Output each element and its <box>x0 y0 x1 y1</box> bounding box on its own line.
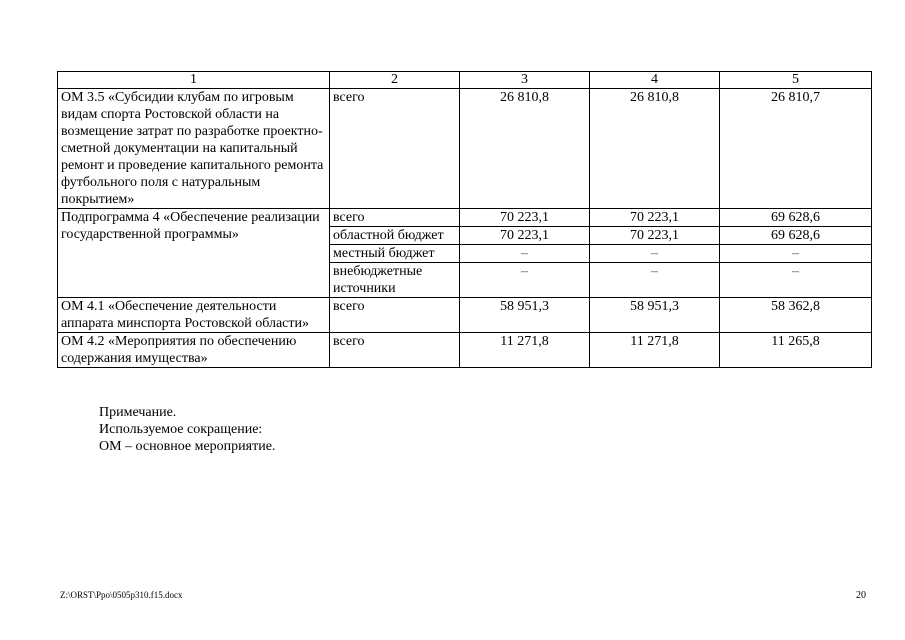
value-col-4: 70 223,1 <box>590 227 720 245</box>
notes-abbreviation-definition: ОМ – основное мероприятие. <box>99 439 276 454</box>
table-row <box>58 89 872 209</box>
value-col-4: 70 223,1 <box>590 209 720 227</box>
notes-abbreviation-heading: Используемое сокращение: <box>99 422 263 437</box>
value-col-4: – <box>590 263 720 298</box>
value-col-4: 26 810,8 <box>590 89 720 209</box>
value-col-4: – <box>590 245 720 263</box>
column-header-1: 1 <box>58 72 330 89</box>
funding-source: всего <box>330 333 460 368</box>
program-name: ОМ 4.1 «Обеспечение деятельности аппарата минспорта Ростовской области» <box>58 298 330 333</box>
value-col-3: 11 271,8 <box>460 333 590 368</box>
value-col-5: 26 810,7 <box>720 89 872 209</box>
table-row <box>58 298 872 333</box>
funding-source: всего <box>330 298 460 333</box>
funding-source: всего <box>330 89 460 209</box>
value-col-4: 11 271,8 <box>590 333 720 368</box>
budget-table <box>57 71 872 368</box>
funding-source: внебюджетные источники <box>330 263 460 298</box>
value-col-5: 69 628,6 <box>720 227 872 245</box>
value-col-5: 69 628,6 <box>720 209 872 227</box>
notes-block <box>99 404 275 455</box>
value-col-3: – <box>460 245 590 263</box>
funding-source: местный бюджет <box>330 245 460 263</box>
program-name: ОМ 4.2 «Мероприятия по обеспечению содержания имущества» <box>58 333 330 368</box>
column-header-3: 3 <box>460 72 590 89</box>
table-row <box>58 333 872 368</box>
program-name: Подпрограмма 4 «Обеспечение реализации государственной программы» <box>58 209 330 298</box>
table-header-row <box>58 72 872 89</box>
column-header-2: 2 <box>330 72 460 89</box>
program-name: ОМ 3.5 «Субсидии клубам по игровым видам спорта Ростовской области на возмещение затрат по разработке проектно-сметной документации на капитальный ремонт и проведение капитального ремонта футбольного поля с натуральным покрытием» <box>58 89 330 209</box>
column-header-5: 5 <box>720 72 872 89</box>
value-col-5: 11 265,8 <box>720 333 872 368</box>
value-col-3: 58 951,3 <box>460 298 590 333</box>
table-row <box>58 209 872 227</box>
notes-title: Примечание. <box>99 405 177 420</box>
funding-source: областной бюджет <box>330 227 460 245</box>
column-header-4: 4 <box>590 72 720 89</box>
value-col-3: 70 223,1 <box>460 209 590 227</box>
page-number: 20 <box>856 590 866 601</box>
value-col-5: – <box>720 263 872 298</box>
value-col-3: 70 223,1 <box>460 227 590 245</box>
funding-source: всего <box>330 209 460 227</box>
value-col-4: 58 951,3 <box>590 298 720 333</box>
value-col-3: – <box>460 263 590 298</box>
value-col-5: – <box>720 245 872 263</box>
footer-file-path: Z:\ORST\Ppo\0505p310.f15.docx <box>60 590 183 600</box>
value-col-3: 26 810,8 <box>460 89 590 209</box>
value-col-5: 58 362,8 <box>720 298 872 333</box>
